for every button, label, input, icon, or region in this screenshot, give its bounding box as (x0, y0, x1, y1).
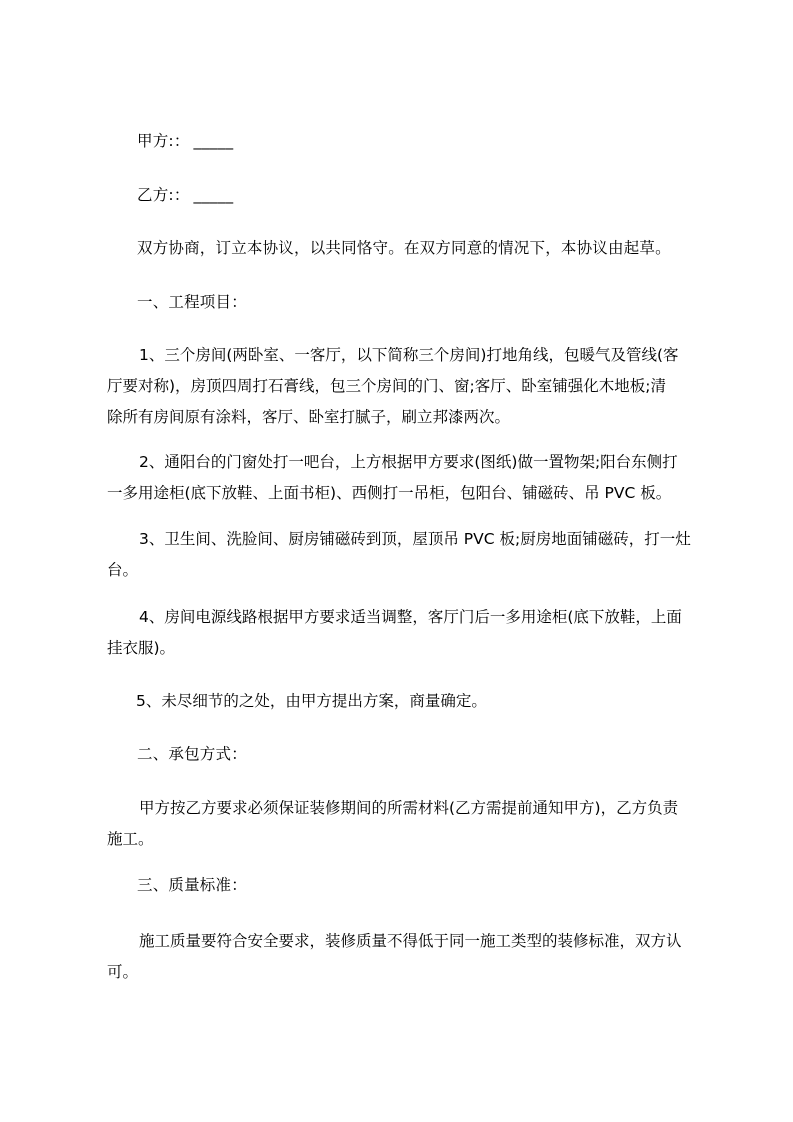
party-a-line (137, 126, 233, 157)
item-5-line-1: 5、未尽细节的之处，由甲方提出方案，商量确定。 (136, 692, 487, 710)
item-2-line-1: 2、通阳台的门窗处打一吧台，上方根据甲方要求(图纸)做一置物架;阳台东侧打 (139, 453, 678, 471)
section-1-item-5 (107, 686, 703, 717)
party-a-blank: _____ (193, 132, 234, 150)
item-1-line-3: 除所有房间原有涂料，客厅、卧室打腻子，刷立邦漆两次。 (107, 408, 511, 426)
section-1-item-2 (107, 447, 703, 509)
section-1-item-3 (107, 524, 703, 586)
party-b-label: 乙方:： (137, 186, 190, 204)
section-1-item-4 (107, 602, 703, 664)
section-1-heading: 一、工程项目： (137, 293, 247, 311)
party-a-label: 甲方:： (137, 132, 190, 150)
item-4-line-2: 挂衣服)。 (107, 639, 176, 657)
section-3-line-1: 施工质量要符合安全要求，装修质量不得低于同一施工类型的装修标准，双方认 (139, 932, 682, 950)
section-2-heading: 二、承包方式： (137, 745, 247, 763)
item-1-line-1: 1、三个房间(两卧室、一客厅，以下简称三个房间)打地角线，包暖气及管线(客 (139, 346, 679, 364)
item-3-line-1: 3、卫生间、洗脸间、厨房铺磁砖到顶，屋顶吊 PVC 板;厨房地面铺磁砖，打一灶 (139, 530, 691, 548)
party-b-line (137, 180, 233, 211)
section-2-body (107, 793, 703, 855)
section-2-line-2: 施工。 (107, 830, 154, 848)
section-2-line-1: 甲方按乙方要求必须保证装修期间的所需材料(乙方需提前通知甲方)，乙方负责 (139, 799, 679, 817)
section-3-body (107, 926, 703, 988)
section-1-item-1 (107, 340, 703, 433)
item-4-line-1: 4、房间电源线路根据甲方要求适当调整，客厅门后一多用途柜(底下放鞋，上面 (139, 608, 682, 626)
party-b-blank: _____ (193, 186, 234, 204)
intro-paragraph: 双方协商，订立本协议，以共同恪守。在双方同意的情况下，本协议由起草。 (137, 239, 671, 257)
item-1-line-2: 厅要对称)，房顶四周打石膏线，包三个房间的门、窗;客厅、卧室铺强化木地板;清 (107, 377, 666, 395)
item-3-line-2: 台。 (107, 561, 139, 579)
item-2-line-2: 一多用途柜(底下放鞋、上面书柜)、西侧打一吊柜，包阳台、铺磁砖、吊 PVC 板。 (107, 484, 672, 502)
section-3-heading: 三、质量标准： (137, 876, 247, 894)
section-3-line-2: 可。 (107, 963, 139, 981)
